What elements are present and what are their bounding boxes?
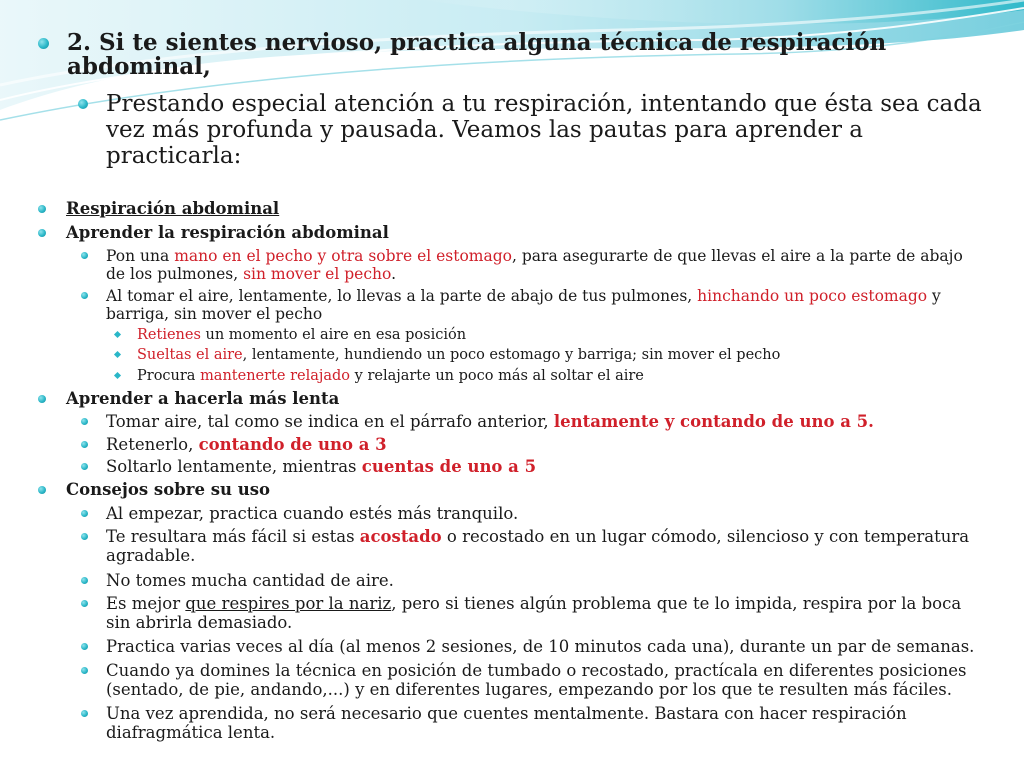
list-item: Te resultara más fácil si estas acostado o recostado en un lugar cómodo, silencioso y con temperatura agradable. [106, 527, 986, 565]
bullet-icon [81, 292, 88, 299]
heading-subtitle: Prestando especial atención a tu respiración, intentando que ésta sea cada vez más profunda y pausada. Veamos las pautas para aprender a practicarla: [106, 91, 996, 169]
bullet-icon [81, 667, 88, 674]
list-item: Practica varias veces al día (al menos 2 sesiones, de 10 minutos cada una), durante un par de semanas. [106, 637, 986, 656]
bullet-icon [114, 372, 121, 379]
bullet-icon [81, 643, 88, 650]
list-item: Tomar aire, tal como se indica en el párrafo anterior, lentamente y contando de uno a 5. [106, 412, 986, 431]
list-item: Cuando ya domines la técnica en posición de tumbado o recostado, practícala en diferentes posiciones (sentado, de pie, andando,...) y en diferentes lugares, empezando por los que te resulten más fáciles. [106, 661, 986, 699]
bullet-icon [81, 252, 88, 259]
list-item: Una vez aprendida, no será necesario que cuentes mentalmente. Bastara con hacer respiración diafragmática lenta. [106, 704, 986, 742]
list-item: Retenerlo, contando de uno a 3 [106, 435, 986, 454]
bullet-icon [38, 38, 49, 49]
bullet-icon [81, 510, 88, 517]
bullet-icon [78, 99, 88, 109]
bullet-icon [114, 351, 121, 358]
bullet-icon [38, 229, 46, 237]
bullet-icon [81, 710, 88, 717]
bullet-icon [38, 486, 46, 494]
list-item: No tomes mucha cantidad de aire. [106, 571, 986, 590]
bullet-icon [81, 533, 88, 540]
bullet-icon [81, 418, 88, 425]
section-consejos: Consejos sobre su uso [66, 480, 270, 500]
sub-list-item: Retienes un momento el aire en esa posición [137, 327, 987, 344]
bullet-icon [114, 331, 121, 338]
bullet-icon [38, 395, 46, 403]
bullet-icon [38, 205, 46, 213]
section-aprender: Aprender la respiración abdominal [66, 223, 389, 243]
sub-list-item: Sueltas el aire, lentamente, hundiendo un poco estomago y barriga; sin mover el pecho [137, 347, 987, 364]
list-item: Al tomar el aire, lentamente, lo llevas a la parte de abajo de tus pulmones, hinchando un poco estomago y barriga, sin mover el pecho [106, 287, 986, 323]
bullet-icon [81, 463, 88, 470]
section-lenta: Aprender a hacerla más lenta [66, 389, 339, 409]
heading-title: 2. Si te sientes nervioso, practica alguna técnica de respiración abdominal, [67, 31, 1007, 79]
bullet-icon [81, 600, 88, 607]
bullet-icon [81, 577, 88, 584]
section-respiracion-abdominal: Respiración abdominal [66, 199, 279, 219]
sub-list-item: Procura mantenerte relajado y relajarte un poco más al soltar el aire [137, 368, 987, 385]
list-item: Es mejor que respires por la nariz, pero si tienes algún problema que te lo impida, respira por la boca sin abrirla demasiado. [106, 594, 986, 632]
bullet-icon [81, 441, 88, 448]
list-item: Al empezar, practica cuando estés más tranquilo. [106, 504, 986, 523]
list-item: Pon una mano en el pecho y otra sobre el estomago, para asegurarte de que llevas el aire a la parte de abajo de los pulmones, sin mover el pecho. [106, 247, 986, 283]
list-item: Soltarlo lentamente, mientras cuentas de uno a 5 [106, 457, 986, 476]
